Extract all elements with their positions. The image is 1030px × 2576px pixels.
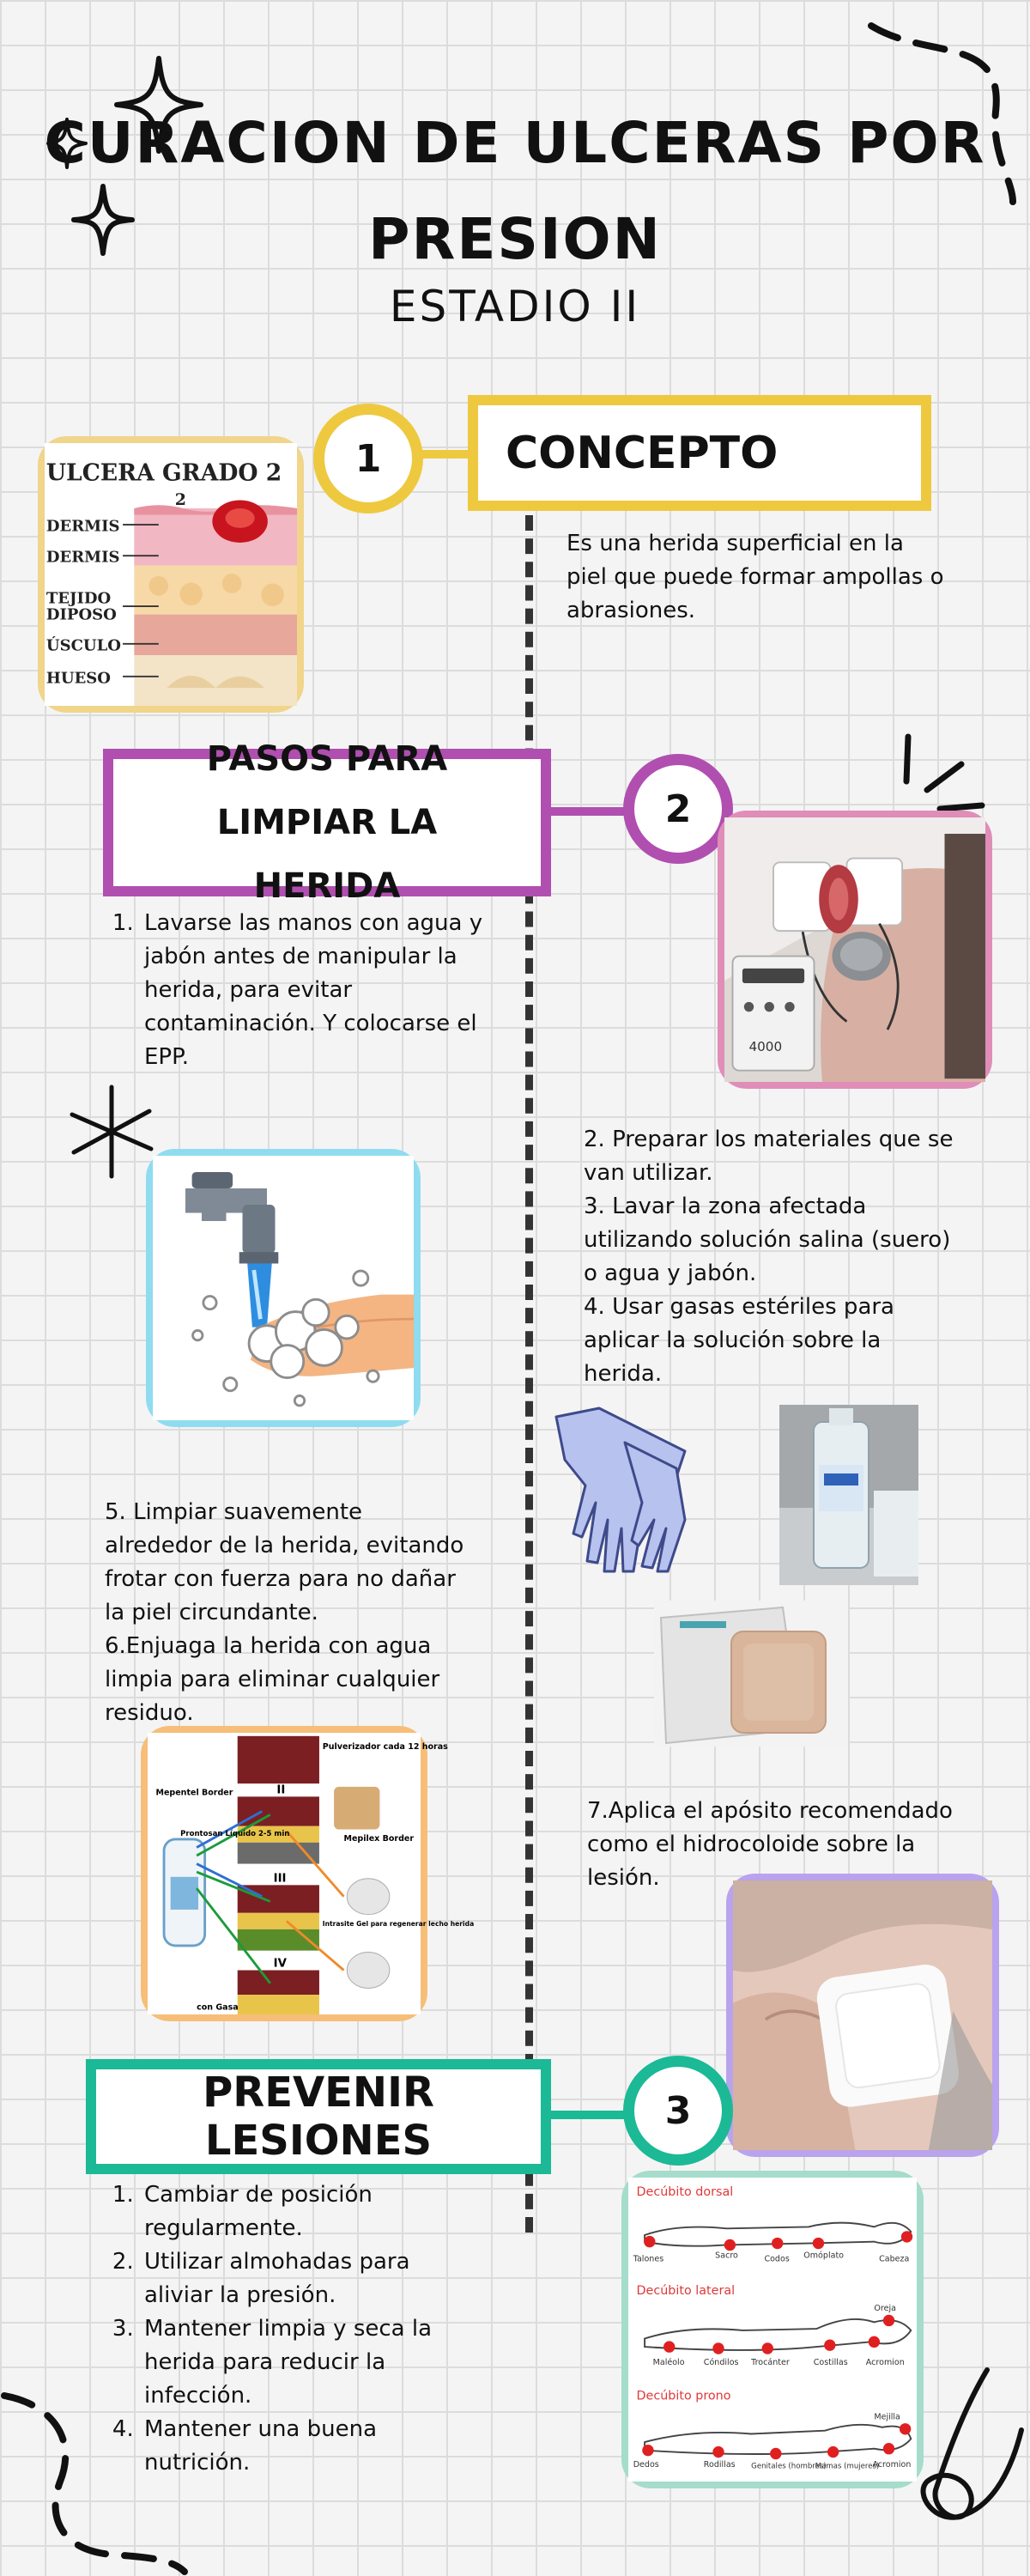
- position-label-prono: Decúbito prono: [636, 2389, 731, 2403]
- prono-point-genitales: Genitales (hombres): [751, 2462, 827, 2471]
- diagram-label-intrasite: Intrasite Gel para regenerar lecho herida: [322, 1920, 475, 1929]
- wound-treatment-diagram: [141, 1726, 475, 2021]
- position-label-lateral: Decúbito lateral: [636, 2283, 736, 2298]
- pressure-points-diagram: [621, 2171, 924, 2488]
- step-number-2: 2: [623, 754, 733, 864]
- diagram-label-mepilex: Mepilex Border: [343, 1833, 415, 1844]
- connector-2: [549, 807, 628, 816]
- ulcer-label-tejido: TEJIDO: [45, 589, 112, 608]
- ulcer-stage-image: [38, 436, 304, 713]
- heading-concepto: CONCEPTO: [468, 395, 931, 511]
- diagram-label-pulverizador: Pulverizador cada 12 horas: [322, 1742, 448, 1753]
- step1-list: [103, 907, 489, 1074]
- step1-item: 1. Lavarse las manos con agua y jabón antes de manipular la herida, para evitar contaminación. Y colocarse el EPP.: [141, 907, 489, 1074]
- steps-2-4-text: [584, 1123, 961, 1391]
- position-label-dorsal: Decúbito dorsal: [636, 2185, 734, 2200]
- dressing-photo: [726, 1874, 999, 2157]
- stage-label-2: II: [276, 1783, 286, 1797]
- scribble-decoration: [910, 2361, 1030, 2533]
- step2-text: 2. Preparar los materiales que se van utilizar.: [584, 1127, 954, 1186]
- ulcer-image-sub: 2: [174, 490, 186, 510]
- prevention-item-2: 2. Utilizar almohadas para aliviar la presión.: [141, 2245, 472, 2312]
- prono-point-mejilla: Mejilla: [874, 2412, 900, 2422]
- lateral-point-acromion: Acromion: [865, 2358, 905, 2368]
- ulcer-label-dermis-2: DERMIS: [45, 548, 120, 567]
- stage-label-4: IV: [273, 1957, 287, 1971]
- prono-point-dedos: Dedos: [633, 2459, 659, 2470]
- prevention-item-1: 1. Cambiar de posición regularmente.: [141, 2178, 472, 2245]
- step-number-1: 1: [313, 404, 423, 513]
- step3-text: 3. Lavar la zona afectada utilizando solución salina (suero) o agua y jabón.: [584, 1194, 951, 1286]
- dashed-curve-decoration: [858, 9, 1021, 206]
- device-display-value: 4000: [748, 1038, 783, 1054]
- saline-photo: [779, 1405, 918, 1585]
- handwashing-image: [146, 1149, 421, 1427]
- asterisk-icon: [67, 1084, 156, 1180]
- ulcer-label-hueso: HUESO: [45, 669, 111, 688]
- prevention-list: [103, 2178, 472, 2480]
- dorsal-point-omoplato: Omóplato: [803, 2251, 845, 2261]
- dorsal-point-cabeza: Cabeza: [879, 2254, 910, 2264]
- dorsal-point-sacro: Sacro: [715, 2251, 738, 2261]
- diagram-label-prontosan: Prontosan Líquido 2-5 min: [180, 1830, 290, 1839]
- lateral-point-trocanter: Trocánter: [751, 2358, 790, 2368]
- hydrocolloid-photo: [654, 1601, 848, 1747]
- prono-point-mamas: Mamas (mujeres): [815, 2462, 880, 2471]
- step6-text: 6.Enjuaga la herida con agua limpia para eliminar cualquier residuo.: [105, 1633, 440, 1726]
- prono-point-rodillas: Rodillas: [703, 2459, 736, 2470]
- ulcer-image-title: ULCERA GRADO 2: [45, 459, 282, 487]
- connector-3: [549, 2111, 628, 2119]
- step5-text: 5. Limpiar suavemente alrededor de la herida, evitando frotar con fuerza para no dañar la piel circundante.: [105, 1499, 464, 1625]
- step1-text: [103, 907, 489, 1074]
- heading-prevenir: PREVENIR LESIONES: [86, 2059, 551, 2174]
- prevention-item-4: 4. Mantener una buena nutrición.: [141, 2413, 472, 2480]
- ulcer-label-musculo: ÚSCULO: [45, 636, 121, 655]
- lateral-point-condilos: Cóndilos: [703, 2358, 739, 2368]
- lateral-point-maleolo: Maléolo: [652, 2358, 685, 2368]
- concepto-paragraph: Es una herida superficial en la piel que puede formar ampollas o abrasiones.: [566, 531, 944, 623]
- main-title-line1: CURACION DE ULCERAS POR: [44, 110, 986, 176]
- steps-5-6-text: [105, 1496, 474, 1730]
- lateral-point-oreja: Oreja: [874, 2303, 896, 2313]
- concepto-text: [566, 527, 944, 628]
- lateral-point-costillas: Costillas: [813, 2358, 848, 2368]
- connector-1: [421, 450, 472, 459]
- diagram-label-mepentel: Mepentel Border: [155, 1788, 233, 1798]
- dorsal-point-codos: Codos: [764, 2254, 790, 2264]
- step4-text: 4. Usar gasas estériles para aplicar la solución sobre la herida.: [584, 1294, 894, 1387]
- wound-device-photo: [718, 811, 992, 1089]
- dorsal-point-talones: Talones: [633, 2254, 664, 2264]
- diagram-label-gasa: con Gasa: [197, 2002, 239, 2013]
- gloves-image: [548, 1400, 695, 1580]
- heading-pasos: PASOS PARA LIMPIAR LA HERIDA: [103, 749, 551, 896]
- step7-paragraph: 7.Aplica el apósito recomendado como el hidrocoloide sobre la lesión.: [587, 1798, 953, 1891]
- prevention-items: [103, 2178, 472, 2480]
- ulcer-label-adiposo: DIPOSO: [45, 605, 117, 624]
- ulcer-label-dermis-1: DERMIS: [45, 517, 120, 536]
- prono-point-acromion: Acromion: [872, 2459, 912, 2470]
- main-subtitle: ESTADIO II: [389, 282, 641, 331]
- prevention-item-3: 3. Mantener limpia y seca la herida para reducir la infección.: [141, 2312, 472, 2413]
- step-number-3: 3: [623, 2056, 733, 2166]
- main-title-line2: PRESION: [368, 206, 662, 272]
- stage-label-3: III: [273, 1872, 287, 1886]
